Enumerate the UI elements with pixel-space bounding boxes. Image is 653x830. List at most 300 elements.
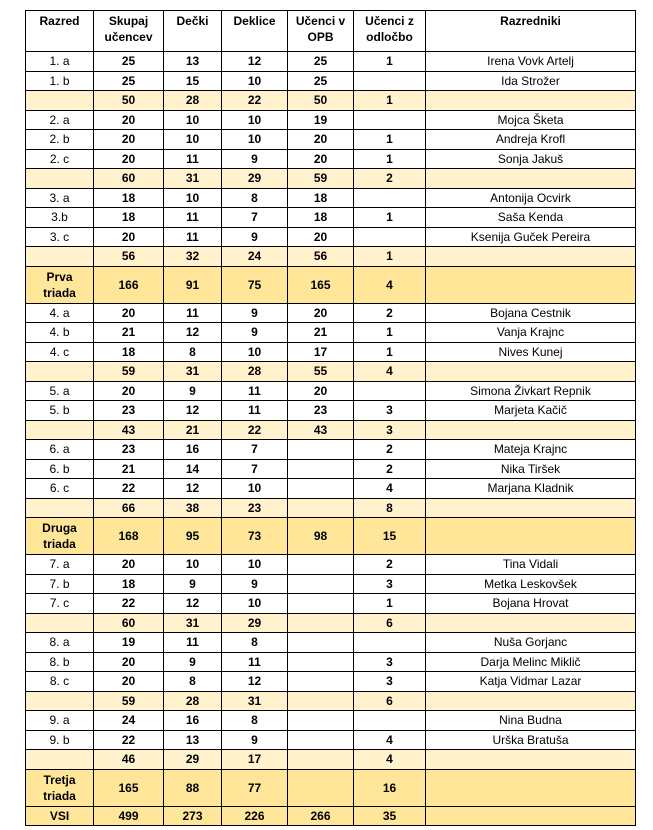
- cell-opb: 18: [288, 188, 354, 208]
- subtotal-row: [26, 247, 636, 267]
- cell-skupaj: 20: [94, 555, 164, 575]
- table-row: [26, 381, 636, 401]
- table-row: [26, 149, 636, 169]
- cell-decki: 21: [164, 420, 222, 440]
- cell-razred: 2. c: [26, 149, 94, 169]
- cell-skupaj: 66: [94, 498, 164, 518]
- cell-deklice: 10: [222, 71, 288, 91]
- cell-decki: 13: [164, 52, 222, 72]
- cell-odlocba: 2: [354, 459, 426, 479]
- cell-skupaj: 20: [94, 381, 164, 401]
- cell-opb: [288, 555, 354, 575]
- cell-opb: 19: [288, 110, 354, 130]
- table-row: [26, 52, 636, 72]
- cell-deklice: 10: [222, 479, 288, 499]
- header-ucenci-odlocba: Učenci z odločbo: [354, 11, 426, 52]
- cell-odlocba: 1: [354, 149, 426, 169]
- table-row: [26, 555, 636, 575]
- table-row: [26, 672, 636, 692]
- table-row: [26, 71, 636, 91]
- cell-razrednik: Marjeta Kačič: [426, 401, 636, 421]
- cell-razred: 1. b: [26, 71, 94, 91]
- cell-opb: [288, 652, 354, 672]
- cell-deklice: 17: [222, 750, 288, 770]
- cell-deklice: 22: [222, 420, 288, 440]
- cell-decki: 95: [164, 518, 222, 555]
- cell-razrednik: Nina Budna: [426, 711, 636, 731]
- cell-decki: 38: [164, 498, 222, 518]
- cell-opb: 20: [288, 149, 354, 169]
- cell-odlocba: 2: [354, 555, 426, 575]
- cell-deklice: 7: [222, 208, 288, 228]
- cell-decki: 11: [164, 227, 222, 247]
- table-row: [26, 130, 636, 150]
- cell-opb: 55: [288, 362, 354, 382]
- cell-razrednik: Mojca Šketa: [426, 110, 636, 130]
- table-row: [26, 323, 636, 343]
- cell-odlocba: 4: [354, 479, 426, 499]
- cell-odlocba: 35: [354, 806, 426, 825]
- cell-opb: [288, 691, 354, 711]
- cell-decki: 8: [164, 342, 222, 362]
- table-row: [26, 459, 636, 479]
- cell-razrednik: Ksenija Guček Pereira: [426, 227, 636, 247]
- cell-decki: 13: [164, 730, 222, 750]
- cell-razrednik: [426, 266, 636, 303]
- cell-deklice: 24: [222, 247, 288, 267]
- cell-razred: 3. c: [26, 227, 94, 247]
- cell-odlocba: 2: [354, 303, 426, 323]
- cell-skupaj: 20: [94, 130, 164, 150]
- cell-razrednik: Irena Vovk Artelj: [426, 52, 636, 72]
- cell-razred: VSI: [26, 806, 94, 825]
- cell-razrednik: [426, 420, 636, 440]
- cell-razred: 6. b: [26, 459, 94, 479]
- cell-razred: 2. b: [26, 130, 94, 150]
- cell-deklice: 9: [222, 149, 288, 169]
- cell-razrednik: [426, 769, 636, 806]
- cell-odlocba: 4: [354, 266, 426, 303]
- cell-odlocba: [354, 71, 426, 91]
- cell-razred: 3.b: [26, 208, 94, 228]
- cell-decki: 91: [164, 266, 222, 303]
- table-row: [26, 303, 636, 323]
- cell-decki: 14: [164, 459, 222, 479]
- cell-razrednik: Tina Vidali: [426, 555, 636, 575]
- table-row: [26, 440, 636, 460]
- cell-skupaj: 50: [94, 91, 164, 111]
- cell-deklice: 77: [222, 769, 288, 806]
- cell-deklice: 8: [222, 188, 288, 208]
- subtotal-row: [26, 420, 636, 440]
- table-row: [26, 730, 636, 750]
- table-row: [26, 711, 636, 731]
- triad-row: [26, 518, 636, 555]
- cell-deklice: 8: [222, 633, 288, 653]
- cell-decki: 10: [164, 188, 222, 208]
- cell-razrednik: Andreja Krofl: [426, 130, 636, 150]
- cell-deklice: 10: [222, 594, 288, 614]
- cell-skupaj: 24: [94, 711, 164, 731]
- cell-razred: [26, 420, 94, 440]
- cell-decki: 16: [164, 440, 222, 460]
- cell-odlocba: [354, 188, 426, 208]
- cell-skupaj: 59: [94, 362, 164, 382]
- cell-skupaj: 19: [94, 633, 164, 653]
- cell-deklice: 10: [222, 555, 288, 575]
- cell-razrednik: [426, 691, 636, 711]
- cell-decki: 273: [164, 806, 222, 825]
- cell-skupaj: 43: [94, 420, 164, 440]
- cell-opb: 25: [288, 52, 354, 72]
- cell-razrednik: Nuša Gorjanc: [426, 633, 636, 653]
- cell-deklice: 29: [222, 169, 288, 189]
- cell-deklice: 7: [222, 459, 288, 479]
- cell-odlocba: 4: [354, 362, 426, 382]
- cell-odlocba: 6: [354, 691, 426, 711]
- cell-razred: Tretja triada: [26, 769, 94, 806]
- cell-skupaj: 18: [94, 188, 164, 208]
- cell-decki: 12: [164, 323, 222, 343]
- cell-skupaj: 23: [94, 401, 164, 421]
- cell-skupaj: 60: [94, 613, 164, 633]
- cell-razrednik: Darja Melinc Miklič: [426, 652, 636, 672]
- cell-skupaj: 20: [94, 110, 164, 130]
- cell-skupaj: 21: [94, 459, 164, 479]
- cell-skupaj: 166: [94, 266, 164, 303]
- cell-odlocba: 15: [354, 518, 426, 555]
- cell-opb: [288, 711, 354, 731]
- cell-razred: 7. b: [26, 574, 94, 594]
- cell-razrednik: Bojana Hrovat: [426, 594, 636, 614]
- cell-razrednik: [426, 518, 636, 555]
- table-row: [26, 208, 636, 228]
- cell-decki: 31: [164, 613, 222, 633]
- cell-razrednik: [426, 169, 636, 189]
- cell-odlocba: 16: [354, 769, 426, 806]
- cell-skupaj: 20: [94, 672, 164, 692]
- cell-razred: 9. a: [26, 711, 94, 731]
- cell-razred: 8. b: [26, 652, 94, 672]
- cell-decki: 28: [164, 91, 222, 111]
- cell-opb: 50: [288, 91, 354, 111]
- cell-razrednik: Mateja Krajnc: [426, 440, 636, 460]
- cell-deklice: 22: [222, 91, 288, 111]
- cell-odlocba: [354, 227, 426, 247]
- subtotal-row: [26, 91, 636, 111]
- cell-razrednik: Urška Bratuša: [426, 730, 636, 750]
- table-body: [26, 52, 636, 826]
- cell-deklice: 9: [222, 323, 288, 343]
- cell-razred: 4. a: [26, 303, 94, 323]
- cell-odlocba: 3: [354, 420, 426, 440]
- header-razredniki: Razredniki: [426, 11, 636, 52]
- cell-opb: 56: [288, 247, 354, 267]
- cell-decki: 9: [164, 381, 222, 401]
- cell-razrednik: Ida Strožer: [426, 71, 636, 91]
- header-decki: Dečki: [164, 11, 222, 52]
- cell-razred: Prva triada: [26, 266, 94, 303]
- cell-deklice: 10: [222, 130, 288, 150]
- cell-deklice: 31: [222, 691, 288, 711]
- cell-razrednik: Simona Živkart Repnik: [426, 381, 636, 401]
- cell-deklice: 12: [222, 672, 288, 692]
- cell-opb: [288, 574, 354, 594]
- table-row: [26, 342, 636, 362]
- cell-razrednik: [426, 750, 636, 770]
- cell-opb: 20: [288, 381, 354, 401]
- cell-razrednik: Katja Vidmar Lazar: [426, 672, 636, 692]
- cell-odlocba: 1: [354, 247, 426, 267]
- cell-opb: [288, 498, 354, 518]
- cell-odlocba: 1: [354, 323, 426, 343]
- cell-razred: [26, 691, 94, 711]
- cell-odlocba: 1: [354, 91, 426, 111]
- cell-opb: 23: [288, 401, 354, 421]
- cell-skupaj: 22: [94, 730, 164, 750]
- cell-razrednik: [426, 498, 636, 518]
- cell-deklice: 10: [222, 342, 288, 362]
- subtotal-row: [26, 750, 636, 770]
- cell-odlocba: [354, 110, 426, 130]
- cell-razrednik: [426, 362, 636, 382]
- cell-razred: 6. c: [26, 479, 94, 499]
- cell-decki: 12: [164, 594, 222, 614]
- table-row: [26, 479, 636, 499]
- cell-razred: 2. a: [26, 110, 94, 130]
- cell-razrednik: [426, 613, 636, 633]
- cell-odlocba: 1: [354, 594, 426, 614]
- cell-decki: 88: [164, 769, 222, 806]
- table-row: [26, 574, 636, 594]
- cell-decki: 29: [164, 750, 222, 770]
- cell-razred: 5. b: [26, 401, 94, 421]
- cell-deklice: 8: [222, 711, 288, 731]
- cell-razrednik: Nives Kunej: [426, 342, 636, 362]
- cell-odlocba: 2: [354, 440, 426, 460]
- cell-odlocba: [354, 633, 426, 653]
- cell-deklice: 75: [222, 266, 288, 303]
- cell-razred: Druga triada: [26, 518, 94, 555]
- cell-skupaj: 20: [94, 652, 164, 672]
- cell-opb: 43: [288, 420, 354, 440]
- cell-odlocba: 4: [354, 750, 426, 770]
- cell-skupaj: 22: [94, 479, 164, 499]
- cell-razrednik: Antonija Ocvirk: [426, 188, 636, 208]
- cell-opb: 59: [288, 169, 354, 189]
- total-row: [26, 806, 636, 825]
- cell-opb: 20: [288, 227, 354, 247]
- cell-deklice: 23: [222, 498, 288, 518]
- table-row: [26, 227, 636, 247]
- cell-decki: 31: [164, 362, 222, 382]
- class-statistics-table: [25, 10, 636, 826]
- cell-razred: 8. a: [26, 633, 94, 653]
- subtotal-row: [26, 169, 636, 189]
- cell-deklice: 11: [222, 401, 288, 421]
- cell-opb: [288, 440, 354, 460]
- cell-decki: 28: [164, 691, 222, 711]
- cell-odlocba: 1: [354, 130, 426, 150]
- cell-odlocba: 3: [354, 672, 426, 692]
- cell-decki: 11: [164, 208, 222, 228]
- subtotal-row: [26, 498, 636, 518]
- cell-razred: 4. c: [26, 342, 94, 362]
- cell-skupaj: 18: [94, 208, 164, 228]
- cell-opb: 25: [288, 71, 354, 91]
- header-ucenci-opb: Učenci v OPB: [288, 11, 354, 52]
- cell-decki: 32: [164, 247, 222, 267]
- cell-decki: 12: [164, 479, 222, 499]
- cell-razrednik: Marjana Kladnik: [426, 479, 636, 499]
- cell-odlocba: 1: [354, 342, 426, 362]
- cell-opb: 20: [288, 303, 354, 323]
- cell-opb: 18: [288, 208, 354, 228]
- cell-skupaj: 20: [94, 149, 164, 169]
- cell-razred: [26, 362, 94, 382]
- cell-razred: 4. b: [26, 323, 94, 343]
- cell-razrednik: Saša Kenda: [426, 208, 636, 228]
- table-row: [26, 594, 636, 614]
- cell-deklice: 73: [222, 518, 288, 555]
- cell-deklice: 11: [222, 652, 288, 672]
- cell-razrednik: [426, 247, 636, 267]
- cell-razred: 7. c: [26, 594, 94, 614]
- cell-opb: [288, 633, 354, 653]
- cell-razred: [26, 498, 94, 518]
- cell-skupaj: 56: [94, 247, 164, 267]
- cell-opb: 98: [288, 518, 354, 555]
- cell-skupaj: 21: [94, 323, 164, 343]
- cell-razred: 1. a: [26, 52, 94, 72]
- cell-skupaj: 22: [94, 594, 164, 614]
- cell-razred: 6. a: [26, 440, 94, 460]
- cell-opb: [288, 459, 354, 479]
- table-row: [26, 633, 636, 653]
- cell-decki: 9: [164, 652, 222, 672]
- cell-decki: 11: [164, 303, 222, 323]
- cell-deklice: 9: [222, 730, 288, 750]
- cell-odlocba: 1: [354, 52, 426, 72]
- cell-deklice: 9: [222, 574, 288, 594]
- cell-razrednik: Vanja Krajnc: [426, 323, 636, 343]
- cell-odlocba: 1: [354, 208, 426, 228]
- cell-decki: 8: [164, 672, 222, 692]
- cell-skupaj: 60: [94, 169, 164, 189]
- cell-odlocba: 6: [354, 613, 426, 633]
- cell-odlocba: 3: [354, 574, 426, 594]
- cell-decki: 12: [164, 401, 222, 421]
- cell-opb: [288, 672, 354, 692]
- cell-razred: 5. a: [26, 381, 94, 401]
- cell-razred: [26, 247, 94, 267]
- cell-razrednik: [426, 91, 636, 111]
- cell-odlocba: 8: [354, 498, 426, 518]
- subtotal-row: [26, 613, 636, 633]
- cell-decki: 11: [164, 149, 222, 169]
- cell-decki: 10: [164, 130, 222, 150]
- cell-odlocba: 4: [354, 730, 426, 750]
- cell-decki: 10: [164, 555, 222, 575]
- cell-razrednik: Metka Leskovšek: [426, 574, 636, 594]
- cell-deklice: 7: [222, 440, 288, 460]
- subtotal-row: [26, 362, 636, 382]
- cell-opb: [288, 750, 354, 770]
- table-row: [26, 652, 636, 672]
- cell-skupaj: 18: [94, 342, 164, 362]
- cell-skupaj: 59: [94, 691, 164, 711]
- cell-razrednik: Bojana Cestnik: [426, 303, 636, 323]
- header-razred: Razred: [26, 11, 94, 52]
- cell-odlocba: [354, 711, 426, 731]
- cell-opb: [288, 769, 354, 806]
- cell-opb: [288, 594, 354, 614]
- cell-decki: 31: [164, 169, 222, 189]
- cell-razrednik: [426, 806, 636, 825]
- cell-skupaj: 18: [94, 574, 164, 594]
- cell-odlocba: 3: [354, 401, 426, 421]
- cell-opb: 21: [288, 323, 354, 343]
- cell-skupaj: 20: [94, 303, 164, 323]
- cell-opb: 20: [288, 130, 354, 150]
- cell-razred: 9. b: [26, 730, 94, 750]
- cell-opb: [288, 613, 354, 633]
- cell-decki: 11: [164, 633, 222, 653]
- cell-deklice: 28: [222, 362, 288, 382]
- cell-opb: [288, 730, 354, 750]
- cell-odlocba: 3: [354, 652, 426, 672]
- header-row: [26, 11, 636, 52]
- cell-razrednik: Nika Tiršek: [426, 459, 636, 479]
- table-row: [26, 110, 636, 130]
- cell-razred: [26, 91, 94, 111]
- cell-razred: 3. a: [26, 188, 94, 208]
- cell-skupaj: 499: [94, 806, 164, 825]
- header-deklice: Deklice: [222, 11, 288, 52]
- cell-skupaj: 20: [94, 227, 164, 247]
- cell-deklice: 11: [222, 381, 288, 401]
- cell-decki: 15: [164, 71, 222, 91]
- header-skupaj-ucencev: Skupaj učencev: [94, 11, 164, 52]
- cell-decki: 16: [164, 711, 222, 731]
- cell-odlocba: [354, 381, 426, 401]
- cell-decki: 10: [164, 110, 222, 130]
- cell-razred: 8. c: [26, 672, 94, 692]
- cell-deklice: 12: [222, 52, 288, 72]
- cell-odlocba: 2: [354, 169, 426, 189]
- cell-skupaj: 168: [94, 518, 164, 555]
- cell-opb: 17: [288, 342, 354, 362]
- class-statistics-table-wrapper: [25, 10, 636, 826]
- cell-opb: [288, 479, 354, 499]
- subtotal-row: [26, 691, 636, 711]
- cell-razred: [26, 613, 94, 633]
- cell-deklice: 9: [222, 227, 288, 247]
- cell-razred: [26, 750, 94, 770]
- cell-opb: 165: [288, 266, 354, 303]
- cell-skupaj: 46: [94, 750, 164, 770]
- cell-deklice: 29: [222, 613, 288, 633]
- cell-skupaj: 165: [94, 769, 164, 806]
- cell-decki: 9: [164, 574, 222, 594]
- cell-skupaj: 23: [94, 440, 164, 460]
- triad-row: [26, 769, 636, 806]
- triad-row: [26, 266, 636, 303]
- cell-opb: 266: [288, 806, 354, 825]
- cell-deklice: 226: [222, 806, 288, 825]
- cell-razred: [26, 169, 94, 189]
- cell-skupaj: 25: [94, 71, 164, 91]
